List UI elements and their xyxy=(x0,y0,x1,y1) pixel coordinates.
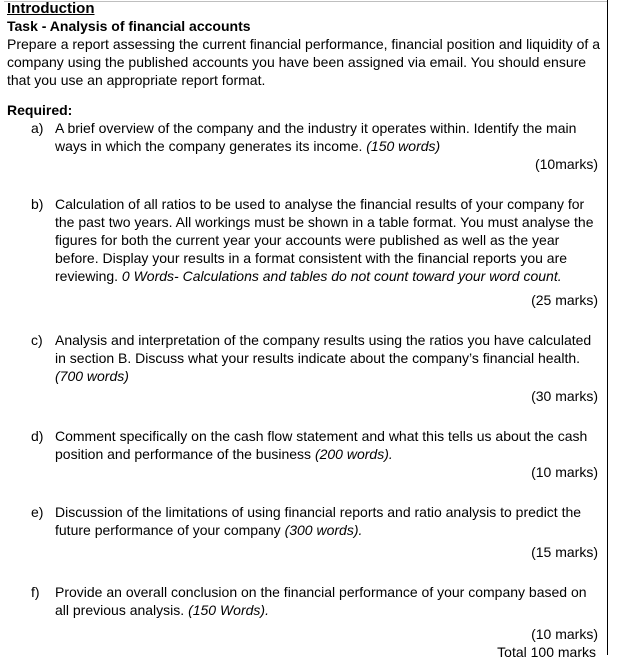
document-body xyxy=(7,0,602,643)
item-word-count: (150 Words). xyxy=(188,602,269,618)
page-border-right xyxy=(607,0,608,655)
item-word-count: 0 Words- Calculations and tables do not count toward your word count. xyxy=(121,268,562,284)
item-text: Analysis and interpretation of the company results using the ratios you have calculated in section B. Discuss what your results indicate about the company’s financial health. (700 words) xyxy=(55,332,592,384)
item-text: Calculation of all ratios to be used to analyse the financial results of your company for the past two years. All workings must be shown in a table format. You must analyse the figures for both the current year your accounts were published as well as the year before. Display your results in a format consistent with the financial reports you are reviewing. 0 Words- Calculations and tables do not count toward your word count. xyxy=(55,196,594,284)
item-word-count: (300 words). xyxy=(284,522,363,538)
item-letter: d) xyxy=(31,428,44,444)
requirement-item-c xyxy=(7,331,602,385)
item-letter: f) xyxy=(31,584,40,600)
task-intro: Prepare a report assessing the current financial performance, financial position and liquidity of a company using the published accounts you have been assigned via email. You should ensure that you use an appropriate report format. xyxy=(7,36,600,88)
item-marks: (10marks) xyxy=(534,156,598,172)
item-word-count: (150 words) xyxy=(366,138,441,154)
requirement-item-d xyxy=(7,427,602,463)
item-text: Comment specifically on the cash flow statement and what this tells us about the cash position and performance of the business (200 words). xyxy=(55,428,588,462)
item-text: Discussion of the limitations of using financial reports and ratio analysis to predict the future performance of your company (300 words). xyxy=(55,504,582,538)
task-title: Task - Analysis of financial accounts xyxy=(7,18,251,34)
item-letter: e) xyxy=(31,504,44,520)
requirement-item-a xyxy=(7,119,602,155)
required-label: Required: xyxy=(7,102,73,118)
requirement-item-f xyxy=(7,583,602,619)
item-text: A brief overview of the company and the industry it operates within. Identify the main ways in which the company generates its income. (150 words) xyxy=(55,120,577,154)
requirement-item-b xyxy=(7,195,602,285)
item-marks: (10 marks) xyxy=(531,464,598,480)
item-letter: c) xyxy=(31,332,43,348)
item-marks: (30 marks) xyxy=(531,388,598,404)
item-marks: (25 marks) xyxy=(531,292,598,308)
item-word-count: (200 words). xyxy=(314,446,393,462)
total-marks: Total 100 marks xyxy=(497,644,596,660)
requirement-item-e xyxy=(7,503,602,539)
item-word-count: (700 words) xyxy=(55,368,129,384)
item-text: Provide an overall conclusion on the financial performance of your company based on all previous analysis. (150 Words). xyxy=(55,584,587,618)
item-letter: b) xyxy=(31,196,44,212)
item-marks: (10 marks) xyxy=(531,626,598,642)
section-heading: Introduction xyxy=(7,0,95,17)
item-marks: (15 marks) xyxy=(531,544,598,560)
item-letter: a) xyxy=(31,120,44,136)
